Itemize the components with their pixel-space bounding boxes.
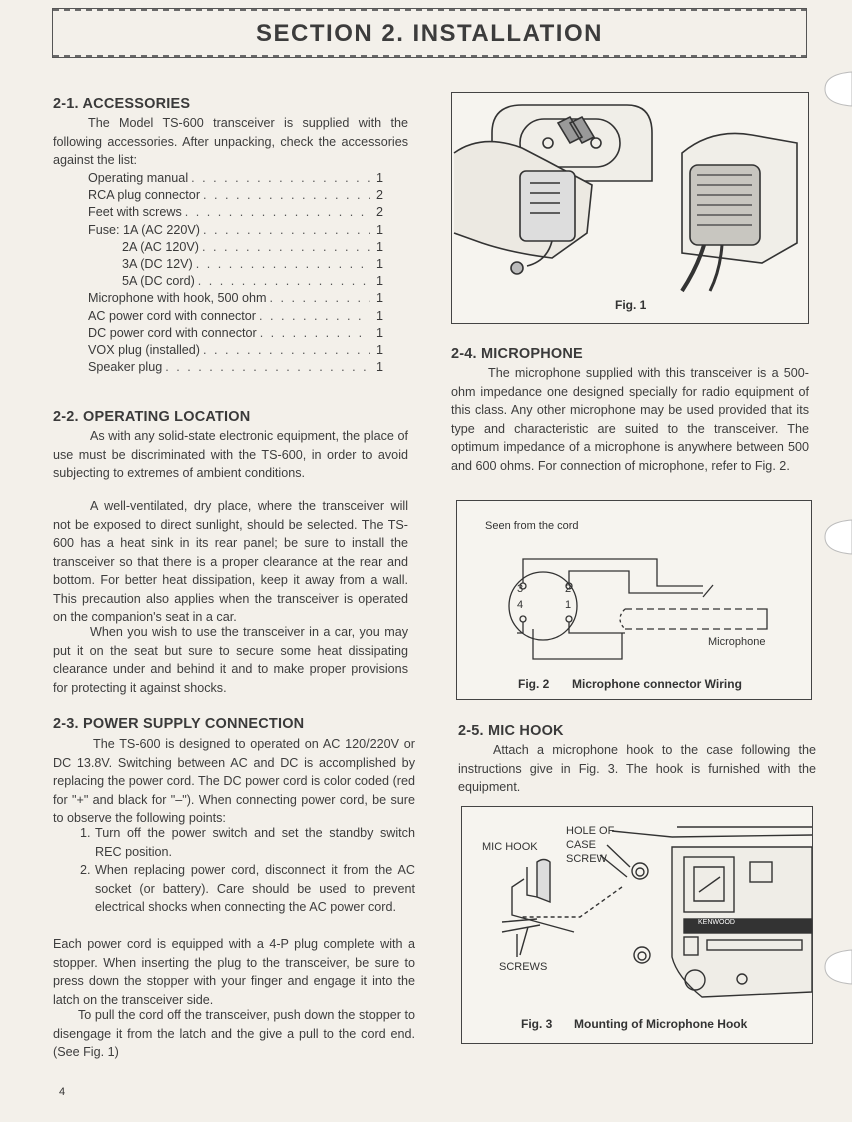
microphone-paragraph: The microphone supplied with this transceiver is a 500-ohm impedance one designed specially for radio equipment of this class. Any other microphone may be used provided that its type and characteristic are suited to the transceiver. The optimum impedance of a microphone is anywhere between 500 and 600 ohms. For connection of microphone, refer to Fig. 2.: [451, 366, 809, 473]
page-number: 4: [59, 1086, 66, 1098]
power-point-2: When replacing power cord, disconnect it from the AC socket (or battery). Care should be used to prevent electrical shocks when connecting the AC power cord.: [95, 863, 415, 914]
heading-accessories: 2-1. ACCESSORIES: [53, 96, 191, 112]
power-paragraph-3: To pull the cord off the transceiver, push down the stopper to disengage it from the latch and the give a pull to the cord end. (See Fig. 1): [53, 1008, 415, 1059]
figure-3-caption: Mounting of Microphone Hook: [574, 1017, 748, 1031]
pin-4-label: 4: [517, 599, 524, 611]
location-paragraph-2: A well-ventilated, dry place, where the transceiver will not be exposed to direct sunlight, should be selected. The TS-600 has a heat sink in its rear panel; be sure to install the transceiver so that there is a proper clearance at the rear and bottom. For better heat dissipation, keep it away from a wall. This precaution also applies when the transceiver is operated on the companion's seat in a car.: [53, 499, 408, 624]
list-item: 3A (DC 12V) . . . 1: [88, 256, 383, 273]
heading-power-supply: 2-3. POWER SUPPLY CONNECTION: [53, 716, 305, 732]
location-paragraph-1: As with any solid-state electronic equipment, the place of use must be discriminated with the TS-600, in order to avoid subjecting to extremes of ambient conditions.: [53, 429, 408, 480]
binder-tab-icon: [813, 948, 852, 986]
hole-label-line-3: SCREW: [566, 853, 607, 865]
location-paragraph-3: When you wish to use the transceiver in a car, you may put it on the seat but sure to secure some heat dissipating clearance under and behind it and to make proper provisions for protecting it against shocks.: [53, 625, 408, 695]
figure-2-number: Fig. 2: [518, 677, 550, 691]
microphone-label: Microphone: [708, 636, 766, 648]
hole-label-line-2: CASE: [566, 839, 596, 851]
pin-1-label: 1: [565, 599, 572, 611]
list-item: Operating manual . . . 1: [88, 170, 383, 187]
heading-mic-hook: 2-5. MIC HOOK: [458, 723, 564, 739]
pin-2-label: 2: [565, 583, 572, 595]
pin-3-label: 3: [517, 583, 524, 595]
heading-microphone: 2-4. MICROPHONE: [451, 346, 583, 362]
section-header: [52, 8, 807, 58]
seen-from-cord-label: Seen from the cord: [485, 520, 579, 532]
list-item: RCA plug connector . . . 2: [88, 187, 383, 204]
heading-operating-location: 2-2. OPERATING LOCATION: [53, 409, 251, 425]
list-item: VOX plug (installed) . . . 1: [88, 342, 383, 359]
figure-1-caption: Fig. 1: [615, 298, 647, 312]
figure-3: [461, 806, 813, 1044]
power-plug-illustration: [452, 93, 807, 293]
power-paragraph-1: The TS-600 is designed to operated on AC 120/220V or DC 13.8V. Switching between AC and DC is accomplished by replacing the power cord. The DC power cord is color coded (red for "+" and black for "–"). When connecting power cord, be sure to observe the following points:: [53, 737, 415, 825]
figure-2-caption: Microphone connector Wiring: [572, 677, 742, 691]
binder-tab-icon: [813, 70, 852, 108]
figure-2: [456, 500, 812, 700]
list-item: DC power cord with connector . . . 1: [88, 325, 383, 342]
list-number: 2.: [80, 863, 91, 877]
binder-tab-icon: [813, 518, 852, 556]
mic-hook-label: MIC HOOK: [482, 841, 538, 853]
list-item: AC power cord with connector . . . 1: [88, 308, 383, 325]
list-item: Feet with screws . . . 2: [88, 204, 383, 221]
accessories-list: [88, 170, 383, 376]
figure-3-number: Fig. 3: [521, 1017, 553, 1031]
list-item: Fuse: 1A (AC 220V) . . . 1: [88, 222, 383, 239]
list-item: Microphone with hook, 500 ohm . . . 1: [88, 290, 383, 307]
figure-1: [451, 92, 809, 324]
mic-hook-paragraph: Attach a microphone hook to the case following the instructions give in Fig. 3. The hook is furnished with the equipment.: [458, 743, 816, 794]
section-title: SECTION 2. INSTALLATION: [256, 20, 603, 47]
list-item: 2A (AC 120V) . . . 1: [88, 239, 383, 256]
list-item: 5A (DC cord) . . . 1: [88, 273, 383, 290]
power-point-1: Turn off the power switch and set the standby switch REC position.: [95, 826, 415, 859]
brand-label: KENWOOD: [698, 919, 735, 926]
screws-label: SCREWS: [499, 961, 548, 973]
list-number: 1.: [80, 826, 91, 840]
hole-label-line-1: HOLE OF: [566, 825, 615, 837]
mic-hook-illustration: [462, 807, 812, 1007]
list-item: Speaker plug . . . 1: [88, 359, 383, 376]
power-paragraph-2: Each power cord is equipped with a 4-P plug complete with a stopper. When inserting the plug to the transceiver, be sure to press down the stopper with your finger and engage it into the latch on the transceiver side.: [53, 937, 415, 1007]
accessories-intro: The Model TS-600 transceiver is supplied with the following accessories. After unpacking, check the accessories against the list:: [53, 116, 408, 167]
